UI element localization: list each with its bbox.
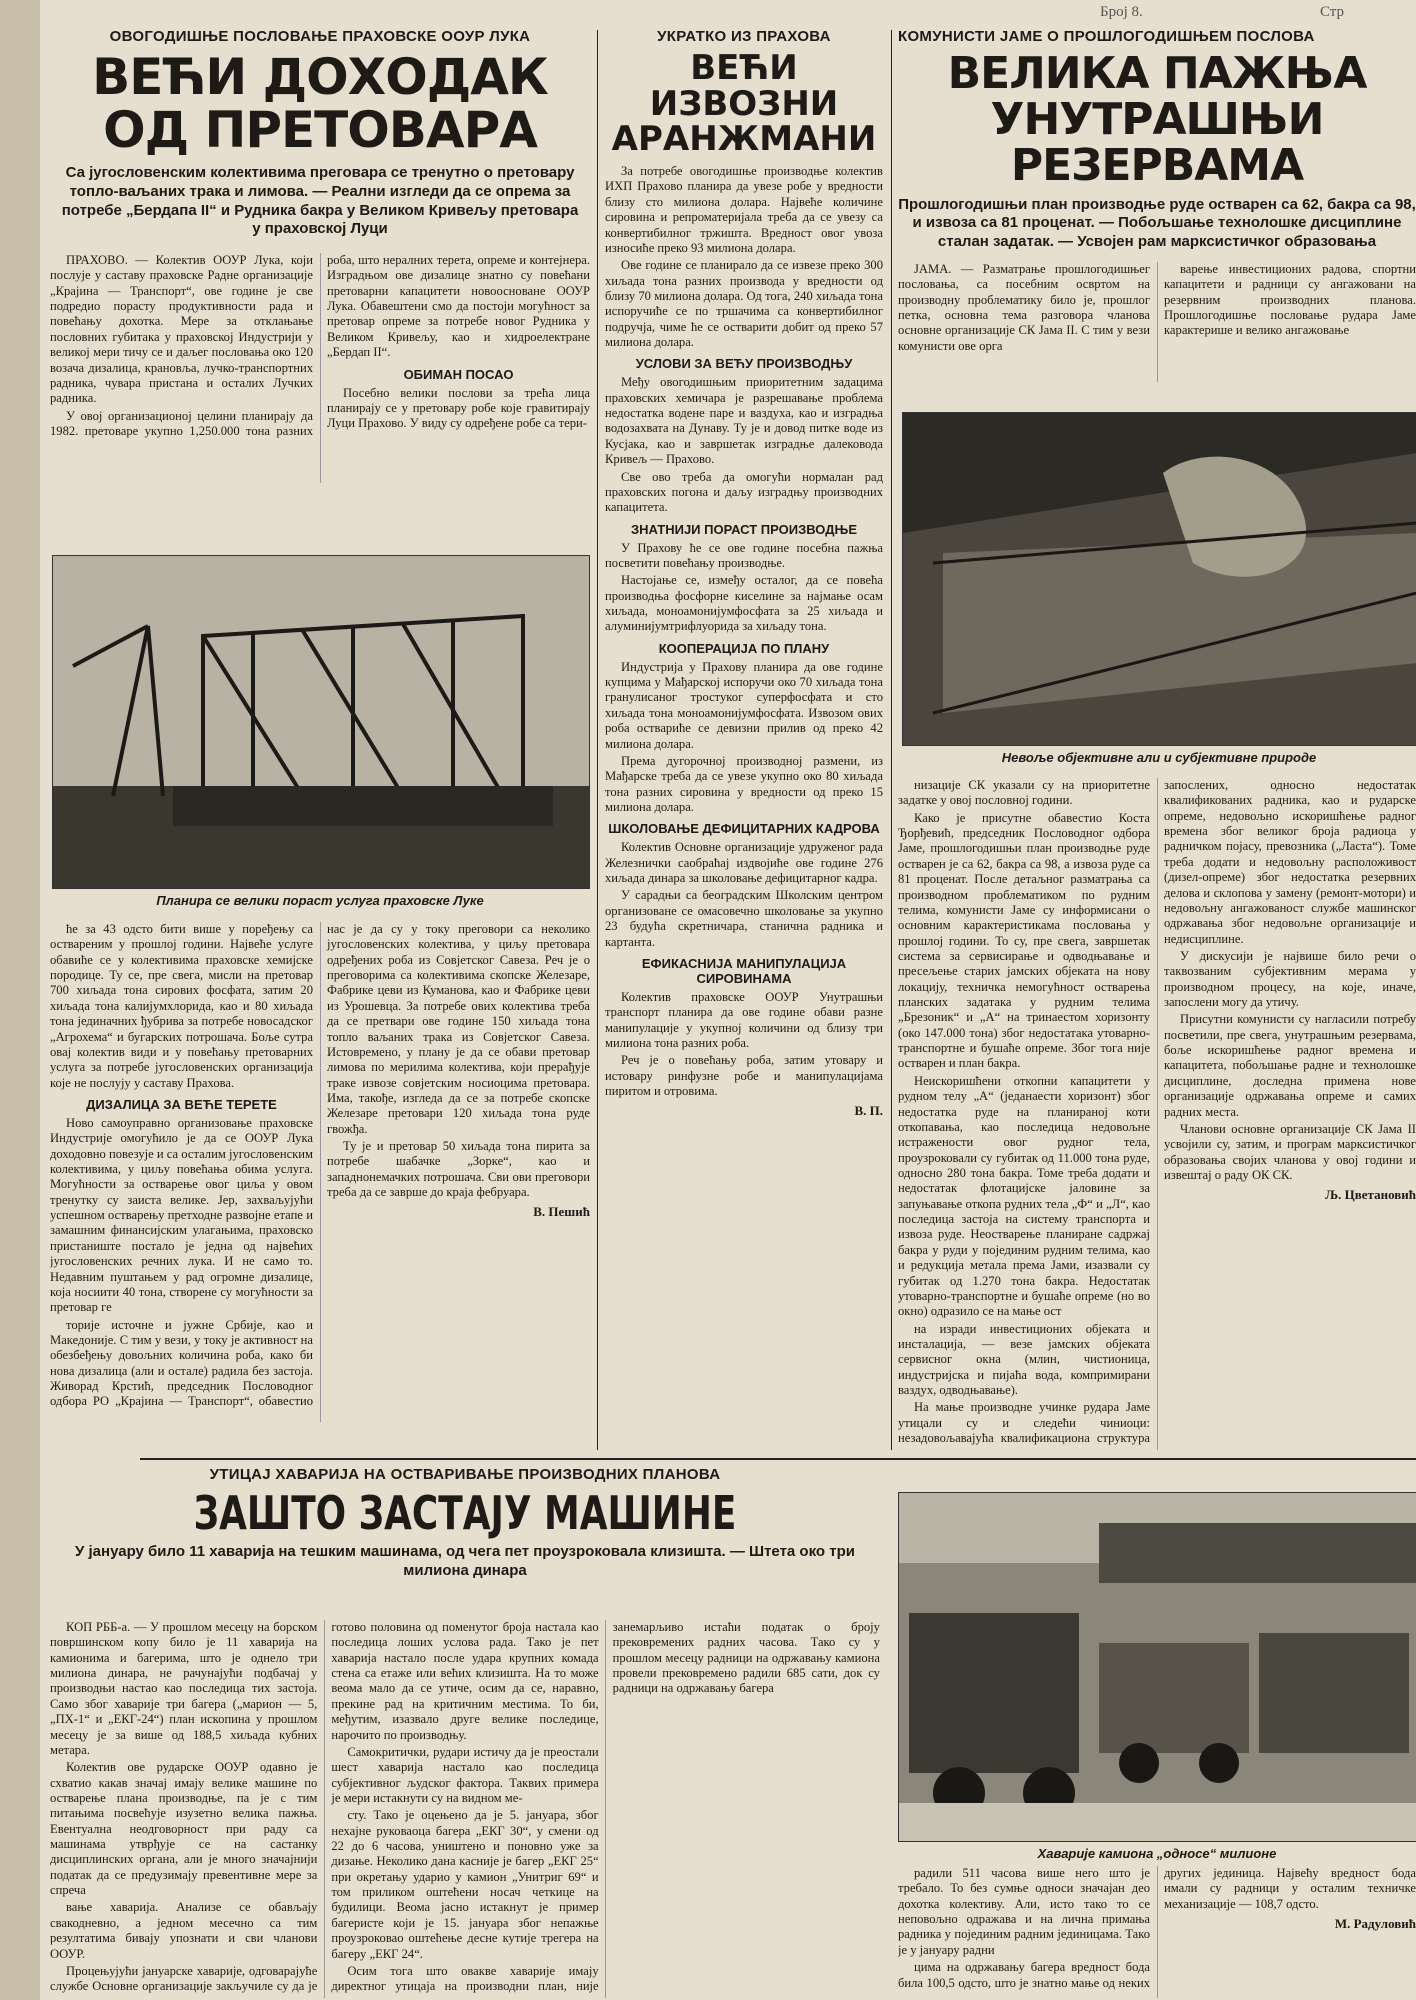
- paragraph: КОП РББ-а. — У прошлом месецу на борском површинском копу било је 11 хаварија на камионима и багерима, што је однело три милиона динара, не рачунајући подбачај у производњи настао као последица тих застоја. Само због хаварије три багера („марион — 5, „ПХ-1“ и „ЕКГ-24“) план ископина у прошлом месецу је за више од 188,5 хиљада кубних метара.: [50, 1620, 318, 1757]
- subheading: ОБИМАН ПОСАО: [403, 366, 514, 382]
- article-kicker: УКРАТКО ИЗ ПРАХОВА: [657, 28, 831, 45]
- paragraph: на изради инвестиционих објеката и инсталација, — везе јамских објеката сервисног окна (млин, чистионица, индустријска и пијаћа вода, компримирани ваздух, одводњавање).: [898, 1321, 1150, 1398]
- article-kicker: УТИЦАЈ ХАВАРИЈА НА ОСТВАРИВАЊЕ ПРОИЗВОДНИХ ПЛАНОВА: [209, 1466, 721, 1483]
- paragraph: Настојање се, између осталог, да се повећа производња фосфорне киселине за најмање осам хиљада, моноамонијумфосфата за 25 хиљада и алуминијумтрифлуорида за хиљаду тона.: [605, 573, 883, 634]
- newspaper-page: [40, 0, 1416, 2000]
- paragraph: Процењујући јануарске хаварије, одговарајуће службе Основне организације закључиле су да је готово половина од поменутог броја настала као последица лоших услова рада. Тако је пет хаварија настало после удара крупних комада стена са етаже или већих клизишта. На то може веома мало да се утиче, осим да се, наравно, прекине рад на критичним местима. То би, међутим, изазвало друге велике последице, нарочито по производњу.: [50, 1620, 599, 1994]
- paragraph: Присутни комунисти су нагласили потребу посветили, пре свега, унутрашњим резервама, боље искоришћење радног времена и капацитета, побољшање радне и технолошке дисциплине, доследна примена нове организације одржавања опреме и самих радних места.: [1164, 1012, 1416, 1119]
- paragraph: Осим тога што овакве хаварије имају директног утицаја на производни план, није занемарљиво истаћи податак о броју прековремених радних часова. Тако су у прошлом месецу радници на одржавању камиона провели прековремено радили 685 сати, док су радници на одржавању багера: [331, 1620, 880, 1994]
- article-body-columns: [50, 1620, 880, 1998]
- subheading: ШКОЛОВАЊЕ ДЕФИЦИТАРНИХ КАДРОВА: [608, 821, 880, 837]
- article-lead: Прошлогодишњи план производње руде остварен са 62, бакра са 98, и извоза са 81 проценат. — Побољшање технолошке дисциплине сталан задатак. — Усвојен рам марксистичког образовања: [898, 195, 1416, 251]
- article-body: [50, 1620, 880, 1998]
- paragraph: Како је присутне обавестио Коста Ђорђевић, председник Пословодног одбора Јаме, прошлогодишњи план производње руде остварен је са 62, бакра са 98, а извоза руде са 81 проценат. После детаљног разматрања са производном проблематиком по рудним телима, комунисти Јаме су информисани о основним карактеристикама пословања у прошлој години. То су, пре свега, завршетак система за сервисирање и одводњавање и пресељење старих јамских објеката на нову локацију, техничка немогућност остварења планских задатака у рудним телима „Брезоник“ и „А“ на тринаестом хоризонту (око 147.000 тона) због недостатака утоварно-транспортне и бушаће опреме. Због тога није остварен и план бакра.: [898, 810, 1150, 1071]
- paragraph: Колектив Основне организације удруженог рада Железнички саобраћај издвојиће ове године 276 хиљада динара за школовање дефицитарног кадра.: [605, 840, 883, 886]
- signature: В. Пешић: [533, 1204, 590, 1220]
- subheading: КООПЕРАЦИЈА ПО ПЛАНУ: [658, 640, 830, 656]
- signature: М. Радуловић: [1334, 1916, 1416, 1932]
- article-headline: ВЕЋИ ДОХОДАК ОД ПРЕТОВАРА: [92, 48, 548, 159]
- mine-illustration: [903, 413, 1416, 745]
- paragraph: Међу овогодишњим приоритетним задацима праховских хемичара је разрешавање проблема недостатка водене паре и ваздуха, као и изградња водозахвата на Дунаву. Ту је и довод питке воде из Кусјака, као и завршетак изградње далековода Кривељ — Прахово.: [605, 375, 883, 467]
- paragraph: На мање производне учинке рудара Јаме утицали су и следећи чиниоци: незадовољавајућа квалификациона структура запослених, односно недостатак квалификованих радника, као и рударске опреме, недовољно искоришћење радног времена због великог броја радиоца у радничком појасу, превозника („Ласта“). Томе треба додати и недовољну расположивост (дизел-опреме) због недостатка резервних делова и склопова у замену (ремонт-мотори) и недовољну ангажованост службе машинског одржавања због недовољне организације и недисциплине.: [898, 778, 1416, 1446]
- issue-number: Број 8.: [1100, 4, 1143, 20]
- paragraph: За потребе овогодишње производње колектив ИХП Прахово планира да увезе робе у вредности близу сто милиона долара. Највеће количине сировина и репроматеријала треба да се увезу са конвертибилног тржишта. Вредност овог увоза износиће преко 93 милиона долара.: [605, 164, 883, 255]
- paragraph: Реч је о повећању роба, затим утовару и истовару ринфузне робе и манипулацијама пиритом и отровима.: [605, 1053, 883, 1099]
- paragraph: Све ово треба да омогући нормалан рад праховских погона и даљу изградњу производних капацитета.: [605, 469, 883, 515]
- port-crane-photo: [52, 555, 590, 889]
- article-lead: У јануару било 11 хаварија на тешким машинама, од чега пет проузроковала клизишта. — Штета око три милиона динара: [75, 1543, 855, 1580]
- article-lead: Са југословенским колективима преговара се тренутно о претовару топло-ваљаних трака и лимова. — Реални изгледи да се опрема за потребе „Бердапа II“ и Рудника бакра у Великом Кривељу претовара у праховској Луци: [61, 164, 579, 238]
- photo-caption: Планира се велики пораст услуга праховске Луке: [156, 893, 484, 908]
- paragraph: варење инвестиционих радова, спортни капацитети и радници су ангажовани на резервним производних планова. Прошлогодишње пословање рудара Јаме карактерише и велико ангажовање: [1164, 261, 1416, 338]
- article-body-columns: [50, 922, 590, 1422]
- signature: Љ. Цветановић: [1325, 1187, 1416, 1203]
- article-body-columns: [898, 778, 1416, 1450]
- subheading: УСЛОВИ ЗА ВЕЋУ ПРОИЗВОДЊУ: [635, 356, 853, 372]
- paragraph: торије источне и јужне Србије, као и Македоније. С тим у вези, у току је активност на обезбеђењу довољних количина роба, како би нова дизалица (али и остале) радила без застоја. Живорад Крстић, председник Пословодног одбора РО „Крајина — Транспорт“, обавестио нас је да су у току преговори са неколико југословенских колектива, у циљу претовара одређених роба из Совјетског Савеза. Реч је о преговорима са колективима скопске Железаре, Фабрике цеви из Куманова, као и Фабрике цеви из Урошевца. За потребе ових колектива треба да се претвари ове године 150 хиљада тона топло ваљаних трака из Совјетског Савеза. Истовремено, у плану је да се обави претовар лимова по мерилима колектива, који прерађује траке извозе совјетским носиоцима претовара. Има, такође, изгледа да се за потребе скопске Железаре претовари 120 хиљада тона руде гвожђа.: [50, 922, 590, 1409]
- article-body-bottom: [898, 778, 1416, 1450]
- section-divider: [140, 1458, 1416, 1460]
- paragraph: Према дугорочној производној размени, из Мађарске треба да се увезе укупно око 80 хиљада тона разних сировина у вредности од преко 15 милиона долара.: [605, 753, 883, 814]
- article-internal-reserves: [898, 28, 1416, 418]
- article-body-right: [898, 1866, 1416, 1998]
- paragraph: Неискоришћени откопни капацитети у рудном телу „А“ (једанаести хоризонт) због недостатка руде на планираној коти откопавања, као последица недовољне истражености овог рудног тела, проузроковали су губитак од 11.000 тона руде, односно 280 тона бакра. Томе треба додати и недостатак флотацијске јаловине за запуњавање откопа рудних тела „Ф“ и „Л“, као последица застоја на систему транспорта и извоза руде. Неостварење планиране садржај бакра у руди у појединим рудним телима, као и редукција метала према Јами, изазвали су губитак од 1.270 тона бакра. Недостатак утоварно-транспортне и бушаће опреме (но во окно) одразило се на мање ост: [898, 1073, 1150, 1319]
- article-kicker: КОМУНИСТИ ЈАМЕ О ПРОШЛОГОДИШЊЕМ ПОСЛОВА: [898, 28, 1315, 45]
- paragraph: Ту је и претовар 50 хиљада тона пирита за потребе шабачке „Зорке“, као и западнонемачких потрошача. Сви ови преговори треба да се заврше до краја фебруара.: [327, 1139, 590, 1200]
- mine-tunnel-photo: [902, 412, 1416, 746]
- article-export-arrangements: [605, 28, 883, 1450]
- article-body-bottom: [50, 922, 590, 1422]
- article-machine-failures: [50, 1466, 880, 1626]
- signature: В. П.: [854, 1103, 883, 1119]
- article-kicker: ОВОГОДИШЊЕ ПОСЛОВАЊЕ ПРАХОВСКЕ ООУР ЛУКА: [109, 28, 531, 45]
- paragraph: Колектив ове рударске ООУР одавно је схватио какав значај имају велике машине по остварење плана производње, па је с тим питањима посвећује изузетно велика пажња. Евентуална неодговорност при раду са машинама утврђује се на састанку дисциплинских органа, али је много значајнији податак да се предузимају превентивне мере за спреча: [50, 1760, 318, 1898]
- paragraph: Чланови основне организације СК Јама II усвојили су, затим, и програм марксистичког образовања својих чланова у овој години и извештај о раду ОК СК.: [1164, 1121, 1416, 1182]
- subheading: ДИЗАЛИЦА ЗА ВЕЋЕ ТЕРЕТЕ: [86, 1096, 277, 1112]
- column-divider: [597, 30, 598, 1450]
- paragraph: У сарадњи са београдским Школским центром организоване се омасовечно школовање за укупно 23 будућа скретничара, станична радника и картанта.: [605, 888, 883, 949]
- page-label: Стр: [1320, 4, 1345, 20]
- paragraph: Ново самоуправно организовање праховске Индустрије омогућило је да се ООУР Лука доходовно повезује и са осталим југословенским колективима, у циљу повећања обима услуга. Могућности за остварење овог циља у овом тренутку су заиста велике. Јер, захваљујући успешном остварењу претходне развојне етапе и замашним финансијским улагањима, праховско пристаниште постало је једна од највећих југословенских речних лука. И не само то. Недавним пуштањем у рад огромне дизалице, која носиити 40 тона, створене су могућности за претовар ге: [50, 1115, 313, 1315]
- paragraph: У дискусији је највише било речи о таквозваним субјективним мерама у производном процесу, на које, иначе, запослени могу да утичу.: [1164, 948, 1416, 1010]
- subheading: ЕФИКАСНИЈА МАНИПУЛАЦИЈА СИРОВИНАМА: [641, 955, 847, 986]
- paragraph: У овој организационој целини планирају да 1982. претоваре укупно 1,250.000 тона разних роба, што нералних терета, опреме и контејнера. Изградњом ове дизалице знатно су повећани претоварни капацитети новоосноване ООУР Лука. Обавештени смо да постоји могућност за претовар опреме за потребе новог Рудника у Великом Кривељу, као и хидроелектране „Бердап II“.: [50, 253, 590, 438]
- page-header: [40, 0, 1416, 26]
- article-body-columns: [898, 1866, 1416, 1998]
- paragraph: У Прахову ће се ове године посебна пажња посветити повећању производње.: [605, 540, 883, 570]
- subheading: ЗНАТНИЈИ ПОРАСТ ПРОИЗВОДЊЕ: [631, 521, 857, 537]
- paragraph: ПРАХОВО. — Колектив ООУР Лука, који послује у саставу праховске Радне организације „Крајина — Транспорт“, ове године је све подредио порасту продуктивности рада и повећању дохотка. Мере за отклањање пословних губитака у праховској Индустрији у великој мери тичу се и даљег пословања око 120 возача дизалица, крановља, лучко-транспортних радника, чувара пристана и осталих Лучких радника.: [50, 253, 313, 406]
- trucks-illustration: [899, 1493, 1416, 1841]
- article-body-top: [898, 262, 1416, 382]
- trucks-photo: [898, 1492, 1416, 1842]
- article-body-top: [50, 253, 590, 483]
- crane-illustration: [53, 556, 589, 888]
- paragraph: ће за 43 одсто бити више у поређењу са оствареним у прошлој години. Највеће услуге обавиће се у колективима праховске хемијске породице. Ту се, пре свега, мисли на претовар 700 хиљада тона сирових фосфата, затим 20 хиљада тона калијумхлорида, као и 80 хиљада тона јединачних ђубрива за потребе новосадског „Агрохема“ и бугарских потрошача. Боље сутра овај колектив види и у повећању претоварних услуга за потребе југословенских организација које не послују у саставу Прахова.: [50, 922, 313, 1090]
- paragraph: низације СК указали су на приоритетне задатке у овој пословној години.: [898, 778, 1150, 808]
- paragraph: вање хаварија. Анализе се обављају свакодневно, а једном месечно са тим резултатима бивају упознати и сви чланови ООУР.: [50, 1900, 318, 1961]
- paragraph: ЈАМА. — Разматрање прошлогодишњег пословања, са посебним освртом на производну проблематику било је, прошлог петка, основна тема разговора чланова основне организације СК Јама II. С тим у вези комунисти ове орга: [898, 261, 1150, 353]
- paragraph: радили 511 часова више него што је требало. То без сумње односи значајан део дохотка колективу. Али, исто тако то се неповољно одражава и на лична примања радника у појединим радним јединицама. Тако је у јануару радни: [898, 1866, 1150, 1957]
- column-divider: [891, 30, 892, 1450]
- article-headline: ЗАШТО ЗАСТАЈУ МАШИНЕ: [193, 1486, 737, 1540]
- paragraph: Индустрија у Прахову планира да ове године купцима у Мађарској испоручи око 70 хиљада тона гранулисаног тростуког суперфосфата и сто хиљада тона моноамонијумфосфата. Извозом ових роба оствариће се девизни прилив од преко 42 милиона долара.: [605, 659, 883, 751]
- paragraph: сту. Тако је оцењено да је 5. јануара, због нехајне руковаоца багера „ЕКГ 30“, у смени од 22 до 6 часова, уништено и поновно уже за дизање. Неколико дана касније је багер „ЕКГ 25“ при окретању ударио у камион „Унитриг 69“ и том приликом оштећени носач четкице на будилици. Веома јасно истакнут је пример багеристе који је 15. јануара због непажње проузроковао оштећење десне кутије трегера на багеру „ЕКГ 24“.: [331, 1808, 599, 1961]
- paragraph: Самокритички, рудари истичу да је преостали шест хаварија настало као последица субјективног људског фактора. Таквих примера је мери истакнути су на видном ме-: [331, 1744, 599, 1805]
- paragraph: цима на одржавању багера вредност бода била 100,5 одсто, што је знатно мање од неких других јединица. Највећу вредност бода имали су радници у осталим техничке механизације — 108,7 одсто.: [898, 1866, 1416, 1990]
- paragraph: Ове године се планирало да се извезе преко 300 хиљада тона разних производа у вредности од близу 70 милиона долара. Од тога, 240 хиљада тона испоручиће се по тршачима са конвертибилног подручја, чиме ће се остварити добит од преко 57 милиона долара.: [605, 258, 883, 350]
- article-headline: ВЕЛИКА ПАЖЊА УНУТРАШЊИ РЕЗЕРВАМА: [947, 48, 1367, 192]
- paragraph: Колектив праховске ООУР Унутрашњи транспорт планира да ове године обави разне манипулације у укупној количини од близу три милиона тона разних роба.: [605, 989, 883, 1050]
- article-headline: ВЕЋИ ИЗВОЗНИ АРАНЖМАНИ: [611, 48, 877, 160]
- paragraph: Посебно велики послови за трећа лица планирају се у претовару робе које гравитирају Луци Прахово. У виду су одређене робе са тери-: [327, 385, 590, 431]
- photo-caption: Невоље објективне али и субјективне природе: [1001, 750, 1317, 765]
- photo-caption: Хаварије камиона „односе“ милионе: [1037, 1846, 1277, 1861]
